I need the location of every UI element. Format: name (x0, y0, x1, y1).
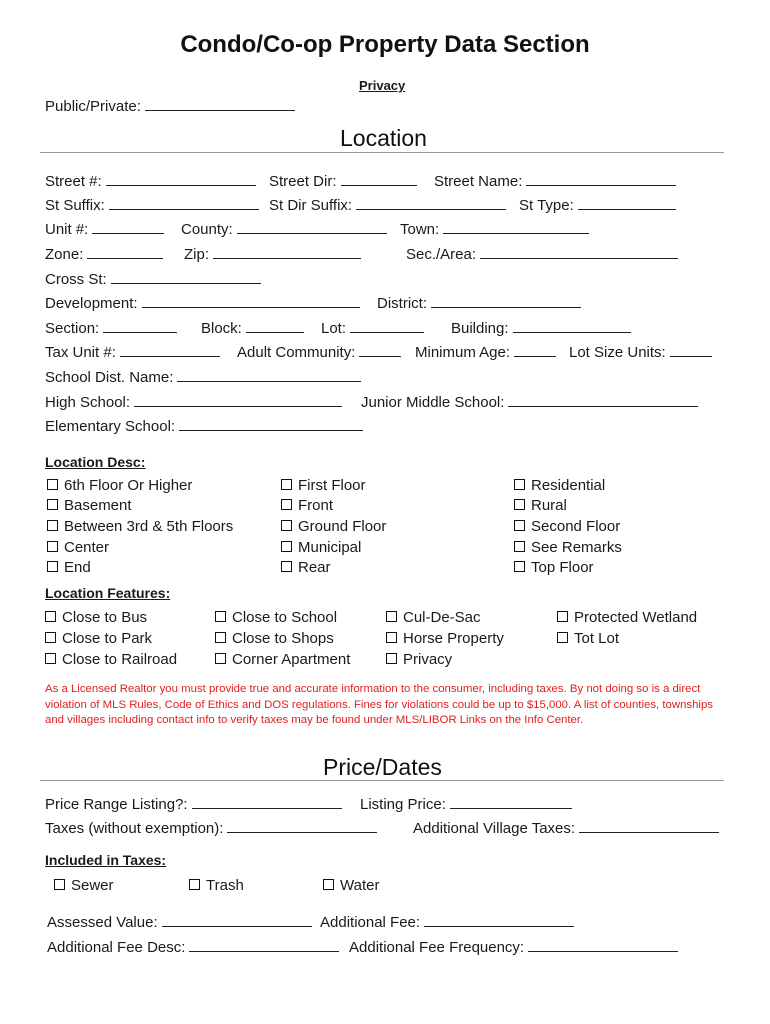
development-label: Development: (45, 295, 138, 312)
sec-area-blank[interactable] (480, 245, 678, 259)
checkbox-item[interactable] (323, 877, 379, 894)
adult-community-label: Adult Community: (237, 344, 356, 361)
town-blank[interactable] (443, 220, 589, 234)
building-blank[interactable] (513, 319, 631, 333)
tax-unit-field (45, 343, 220, 361)
checkbox-item[interactable] (281, 559, 331, 576)
block-field (201, 319, 304, 337)
checkbox[interactable] (47, 499, 58, 510)
checkbox-label: Close to Bus (62, 609, 148, 626)
elementary-school-blank[interactable] (179, 417, 363, 431)
checkbox[interactable] (47, 479, 58, 490)
checkbox[interactable] (514, 479, 525, 490)
minimum-age-label: Minimum Age: (415, 344, 511, 361)
privacy-heading: Privacy (359, 78, 406, 93)
minimum-age-blank[interactable] (514, 343, 556, 357)
section-field (45, 319, 177, 337)
checkbox[interactable] (386, 611, 397, 622)
checkbox-label: Top Floor (531, 559, 594, 576)
school-dist-name-blank[interactable] (177, 368, 361, 382)
checkbox-item[interactable] (45, 651, 177, 668)
checkbox-label: Cul-De-Sac (403, 609, 481, 626)
cross-st-blank[interactable] (111, 270, 261, 284)
checkbox[interactable] (215, 653, 226, 664)
checkbox-item[interactable] (386, 630, 504, 647)
zip-blank[interactable] (213, 245, 361, 259)
high-school-label: High School: (45, 394, 131, 411)
high-school-field (45, 393, 342, 411)
street-num-label: Street #: (45, 173, 102, 190)
lot-blank[interactable] (350, 319, 424, 333)
checkbox-label: Corner Apartment (232, 651, 351, 668)
st-type-label: St Type: (519, 197, 574, 214)
adult-community-field (237, 343, 401, 361)
development-blank[interactable] (142, 294, 360, 308)
checkbox[interactable] (47, 541, 58, 552)
checkbox[interactable] (54, 879, 65, 890)
section-label: Section: (45, 320, 100, 337)
zone-field (45, 245, 163, 263)
zone-blank[interactable] (87, 245, 163, 259)
sec-area-field (406, 245, 678, 263)
junior-middle-school-label: Junior Middle School: (361, 394, 505, 411)
location-divider (40, 152, 724, 153)
cross-st-label: Cross St: (45, 271, 107, 288)
checkbox-label: Tot Lot (574, 630, 620, 647)
district-label: District: (377, 295, 427, 312)
checkbox[interactable] (557, 611, 568, 622)
lot-size-units-label: Lot Size Units: (569, 344, 666, 361)
checkbox-item[interactable] (47, 518, 233, 535)
town-label: Town: (400, 221, 440, 238)
checkbox-label: Center (64, 539, 110, 556)
location-features-heading: Location Features: (45, 585, 171, 601)
checkbox-item[interactable] (215, 630, 334, 647)
checkbox-label: Close to Park (62, 630, 153, 647)
listing-price-label: Listing Price: (360, 796, 446, 813)
checkbox-item[interactable] (514, 539, 622, 556)
lot-field (321, 319, 424, 337)
checkbox-item[interactable] (45, 630, 152, 647)
checkbox-label: Trash (206, 877, 244, 894)
cross-st-field (45, 270, 261, 288)
unit-num-blank[interactable] (92, 220, 164, 234)
checkbox-label: End (64, 559, 91, 576)
checkbox[interactable] (45, 653, 56, 664)
price-dates-divider (40, 780, 724, 781)
street-dir-field (269, 172, 417, 190)
checkbox-item[interactable] (557, 630, 619, 647)
checkbox-item[interactable] (47, 477, 192, 494)
street-num-blank[interactable] (106, 172, 256, 186)
additional-fee-frequency-label: Additional Fee Frequency: (349, 939, 525, 956)
checkbox-item[interactable] (47, 539, 109, 556)
taxes-without-exemption-blank[interactable] (227, 819, 377, 833)
additional-fee-desc-blank[interactable] (189, 938, 339, 952)
checkbox[interactable] (281, 561, 292, 572)
checkbox-item[interactable] (215, 651, 350, 668)
checkbox[interactable] (514, 520, 525, 531)
public-private-label: Public/Private: (45, 98, 141, 115)
sec-area-label: Sec./Area: (406, 246, 477, 263)
checkbox-label: Municipal (298, 539, 362, 556)
checkbox-item[interactable] (386, 609, 481, 626)
checkbox-label: Horse Property (403, 630, 504, 647)
st-dir-suffix-field (269, 196, 506, 214)
assessed-value-field (47, 913, 312, 931)
lot-size-units-field (569, 343, 712, 361)
price-range-listing-field (45, 795, 342, 813)
checkbox-item[interactable] (189, 877, 244, 894)
checkbox-label: Rear (298, 559, 331, 576)
additional-fee-desc-label: Additional Fee Desc: (47, 939, 186, 956)
street-name-blank[interactable] (526, 172, 676, 186)
checkbox-item[interactable] (215, 609, 337, 626)
checkbox-label: Close to Shops (232, 630, 334, 647)
checkbox-item[interactable] (281, 497, 333, 514)
included-in-taxes-heading: Included in Taxes: (45, 852, 167, 868)
checkbox[interactable] (281, 541, 292, 552)
checkbox-label: Rural (531, 497, 567, 514)
checkbox-label: Close to Railroad (62, 651, 178, 668)
checkbox[interactable] (514, 499, 525, 510)
st-type-blank[interactable] (578, 196, 676, 210)
checkbox[interactable] (215, 611, 226, 622)
elementary-school-field (45, 417, 363, 435)
additional-fee-label: Additional Fee: (320, 914, 421, 931)
building-field (451, 319, 631, 337)
checkbox-item[interactable] (514, 477, 605, 494)
junior-middle-school-blank[interactable] (508, 393, 698, 407)
checkbox-label: Sewer (71, 877, 114, 894)
district-field (377, 294, 581, 312)
county-field (181, 220, 387, 238)
checkbox[interactable] (323, 879, 334, 890)
county-blank[interactable] (237, 220, 387, 234)
additional-village-taxes-label: Additional Village Taxes: (413, 820, 576, 837)
checkbox[interactable] (45, 611, 56, 622)
checkbox-item[interactable] (557, 609, 697, 626)
checkbox-item[interactable] (281, 518, 386, 535)
st-type-field (519, 196, 676, 214)
listing-price-field (360, 795, 572, 813)
checkbox-item[interactable] (45, 609, 147, 626)
tax-accuracy-notice: As a Licensed Realtor you must provide true and accurate information to the consumer, including taxes. By not doing so is a direct violation of MLS Rules, Code of Ethics and DOS regulations. Fines for violations could be up to $15,000. A list of counties, townships and villages including contact info to verify taxes may be found under MLS/LIBOR Links on the Info Center. (45, 683, 713, 727)
checkbox[interactable] (47, 561, 58, 572)
checkbox-item[interactable] (514, 559, 594, 576)
street-name-label: Street Name: (434, 173, 523, 190)
checkbox-item[interactable] (514, 518, 620, 535)
assessed-value-label: Assessed Value: (47, 914, 158, 931)
checkbox-label: Between 3rd & 5th Floors (64, 518, 234, 535)
tax-unit-label: Tax Unit #: (45, 344, 116, 361)
taxes-without-exemption-field (45, 819, 377, 837)
zip-label: Zip: (184, 246, 210, 263)
checkbox[interactable] (557, 632, 568, 643)
checkbox-label: First Floor (298, 477, 366, 494)
checkbox-label: Protected Wetland (574, 609, 698, 626)
location-desc-heading: Location Desc: (45, 454, 146, 470)
street-dir-blank[interactable] (341, 172, 417, 186)
county-label: County: (181, 221, 233, 238)
elementary-school-label: Elementary School: (45, 418, 176, 435)
additional-village-taxes-field (413, 819, 719, 837)
checkbox-item[interactable] (386, 651, 452, 668)
checkbox-label: Residential (531, 477, 606, 494)
checkbox-label: Close to School (232, 609, 338, 626)
building-label: Building: (451, 320, 509, 337)
checkbox[interactable] (45, 632, 56, 643)
st-suffix-label: St Suffix: (45, 197, 105, 214)
location-heading: Location (340, 125, 427, 151)
additional-fee-blank[interactable] (424, 913, 574, 927)
assessed-value-blank[interactable] (162, 913, 312, 927)
listing-price-blank[interactable] (450, 795, 572, 809)
checkbox[interactable] (281, 479, 292, 490)
additional-village-taxes-blank[interactable] (579, 819, 719, 833)
st-suffix-blank[interactable] (109, 196, 259, 210)
checkbox-item[interactable] (54, 877, 114, 894)
checkbox[interactable] (514, 561, 525, 572)
development-field (45, 294, 360, 312)
st-dir-suffix-label: St Dir Suffix: (269, 197, 353, 214)
unit-num-field (45, 220, 164, 238)
checkbox[interactable] (47, 520, 58, 531)
page-title: Condo/Co-op Property Data Section (180, 31, 590, 58)
price-dates-heading: Price/Dates (323, 754, 442, 780)
checkbox-label: See Remarks (531, 539, 622, 556)
additional-fee-frequency-blank[interactable] (528, 938, 678, 952)
checkbox[interactable] (514, 541, 525, 552)
town-field (400, 220, 589, 238)
minimum-age-field (415, 343, 556, 361)
st-suffix-field (45, 196, 259, 214)
additional-fee-frequency-field (349, 938, 678, 956)
checkbox-item[interactable] (281, 477, 366, 494)
block-label: Block: (201, 320, 242, 337)
tax-unit-blank[interactable] (120, 343, 220, 357)
checkbox-item[interactable] (47, 559, 91, 576)
section-blank[interactable] (103, 319, 177, 333)
zip-field (184, 245, 361, 263)
street-dir-label: Street Dir: (269, 173, 337, 190)
checkbox[interactable] (281, 499, 292, 510)
checkbox-label: Second Floor (531, 518, 621, 535)
lot-size-units-blank[interactable] (670, 343, 712, 357)
public-private-blank[interactable] (145, 97, 295, 111)
checkbox-label: Ground Floor (298, 518, 387, 535)
street-num-field (45, 172, 256, 190)
public-private-field (45, 97, 295, 115)
street-name-field (434, 172, 676, 190)
checkbox-item[interactable] (281, 539, 361, 556)
checkbox-label: Basement (64, 497, 132, 514)
school-dist-name-label: School Dist. Name: (45, 369, 174, 386)
checkbox[interactable] (189, 879, 200, 890)
checkbox-label: Front (298, 497, 334, 514)
lot-label: Lot: (321, 320, 347, 337)
adult-community-blank[interactable] (359, 343, 401, 357)
checkbox-label: Privacy (403, 651, 453, 668)
checkbox-item[interactable] (47, 497, 132, 514)
checkbox-label: 6th Floor Or Higher (64, 477, 193, 494)
additional-fee-field (320, 913, 574, 931)
checkbox[interactable] (386, 653, 397, 664)
additional-fee-desc-field (47, 938, 339, 956)
checkbox[interactable] (386, 632, 397, 643)
block-blank[interactable] (246, 319, 304, 333)
checkbox-item[interactable] (514, 497, 567, 514)
school-dist-name-field (45, 368, 361, 386)
taxes-without-exemption-label: Taxes (without exemption): (45, 820, 224, 837)
checkbox[interactable] (281, 520, 292, 531)
zone-label: Zone: (45, 246, 84, 263)
junior-middle-school-field (361, 393, 698, 411)
high-school-blank[interactable] (134, 393, 342, 407)
unit-num-label: Unit #: (45, 221, 89, 238)
price-range-listing-blank[interactable] (192, 795, 342, 809)
price-range-listing-label: Price Range Listing?: (45, 796, 188, 813)
checkbox-label: Water (340, 877, 380, 894)
district-blank[interactable] (431, 294, 581, 308)
checkbox[interactable] (215, 632, 226, 643)
st-dir-suffix-blank[interactable] (356, 196, 506, 210)
